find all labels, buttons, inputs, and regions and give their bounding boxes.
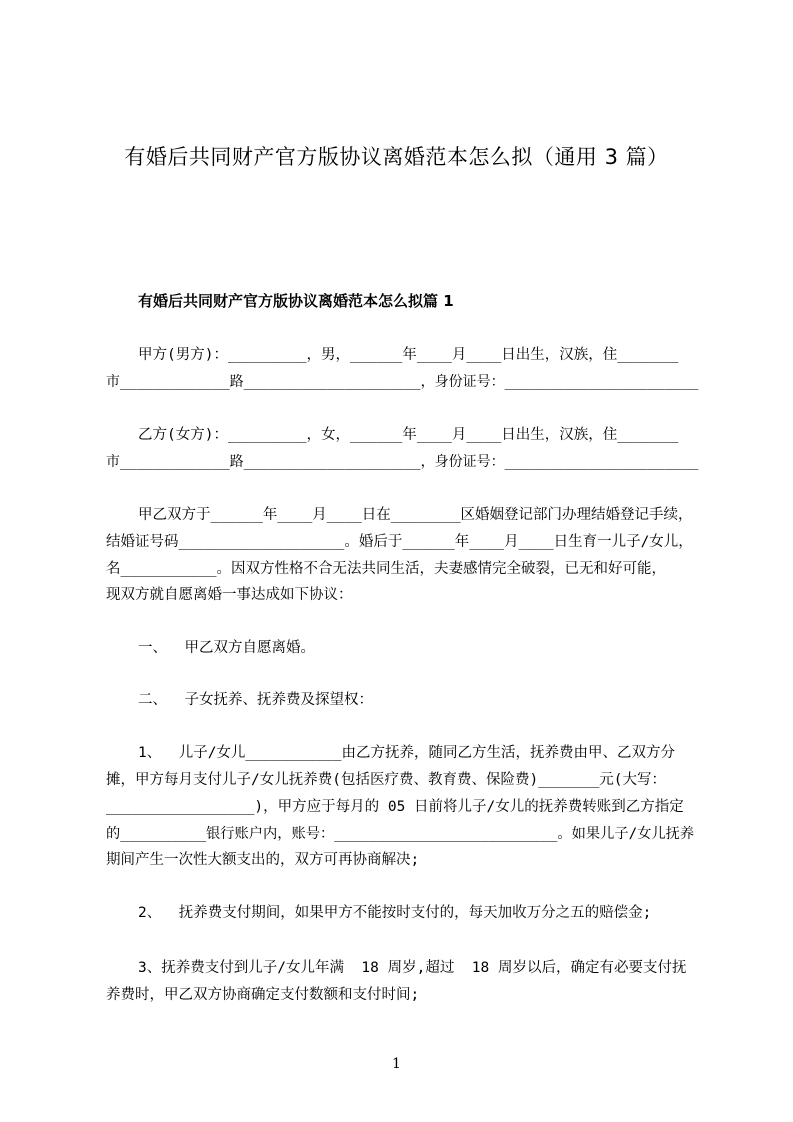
clause-2: 二、 子女抚养、抚养费及探望权：: [138, 692, 373, 708]
marriage-line-3: 名___________。因双方性格不合无法共同生活，夫妻感情完全破裂，已无和好可能，: [106, 561, 667, 577]
clause-2-item-2: 2、 抚养费支付期间，如果甲方不能按时支付的，每天加收万分之五的赔偿金;: [138, 905, 652, 921]
clause-2-item-1-line-3: _________________)，甲方应于每月的 05 日前将儿子/女儿的抚养费转账到乙方指定: [106, 799, 684, 815]
party-b-line-2: 市_____________路_____________________，身份证号：_______________________: [106, 454, 699, 470]
document-title: 有婚后共同财产官方版协议离婚范本怎么拟（通用 3 篇）: [124, 145, 669, 169]
section-heading: 有婚后共同财产官方版协议离婚范本怎么拟篇 1: [138, 292, 454, 310]
marriage-line-4: 现双方就自愿离婚一事达成如下协议：: [106, 587, 353, 603]
party-a-line-2: 市_____________路_____________________，身份证号：_______________________: [106, 374, 699, 390]
clause-2-item-1-line-2: 摊，甲方每月支付儿子/女儿抚养费(包括医疗费、教育费、保险费)_______元(大写：: [106, 772, 667, 788]
clause-2-item-1-line-1: 1、 儿子/女儿___________由乙方抚养，随同乙方生活，抚养费由甲、乙双方分: [138, 745, 675, 761]
party-b-line-1: 乙方(女方)：_________，女，______年____月____日出生，汉族，住_______: [138, 427, 679, 443]
page-number: 1: [392, 1056, 401, 1072]
clause-2-item-3-line-1: 3、抚养费支付到儿子/女儿年满 18 周岁,超过 18 周岁以后，确定有必要支付抚: [138, 960, 687, 976]
clause-2-item-1-line-4: 的__________银行账户内，账号：__________________________。如果儿子/女儿抚养: [106, 826, 695, 842]
marriage-line-1: 甲乙双方于______年____月____日在________区婚姻登记部门办理结婚登记手续，: [138, 507, 693, 523]
clause-2-item-3-line-2: 养费时，甲乙双方协商确定支付数额和支付时间;: [106, 987, 420, 1003]
party-a-line-1: 甲方(男方)：_________，男，______年____月____日出生，汉族，住_______: [138, 347, 679, 363]
clause-2-item-1-line-5: 期间产生一次性大额支出的，双方可再协商解决;: [106, 852, 420, 868]
marriage-line-2: 结婚证号码___________________。婚后于______年____月____日生育一儿子/女儿，: [106, 534, 693, 550]
clause-1: 一、 甲乙双方自愿离婚。: [138, 640, 315, 656]
